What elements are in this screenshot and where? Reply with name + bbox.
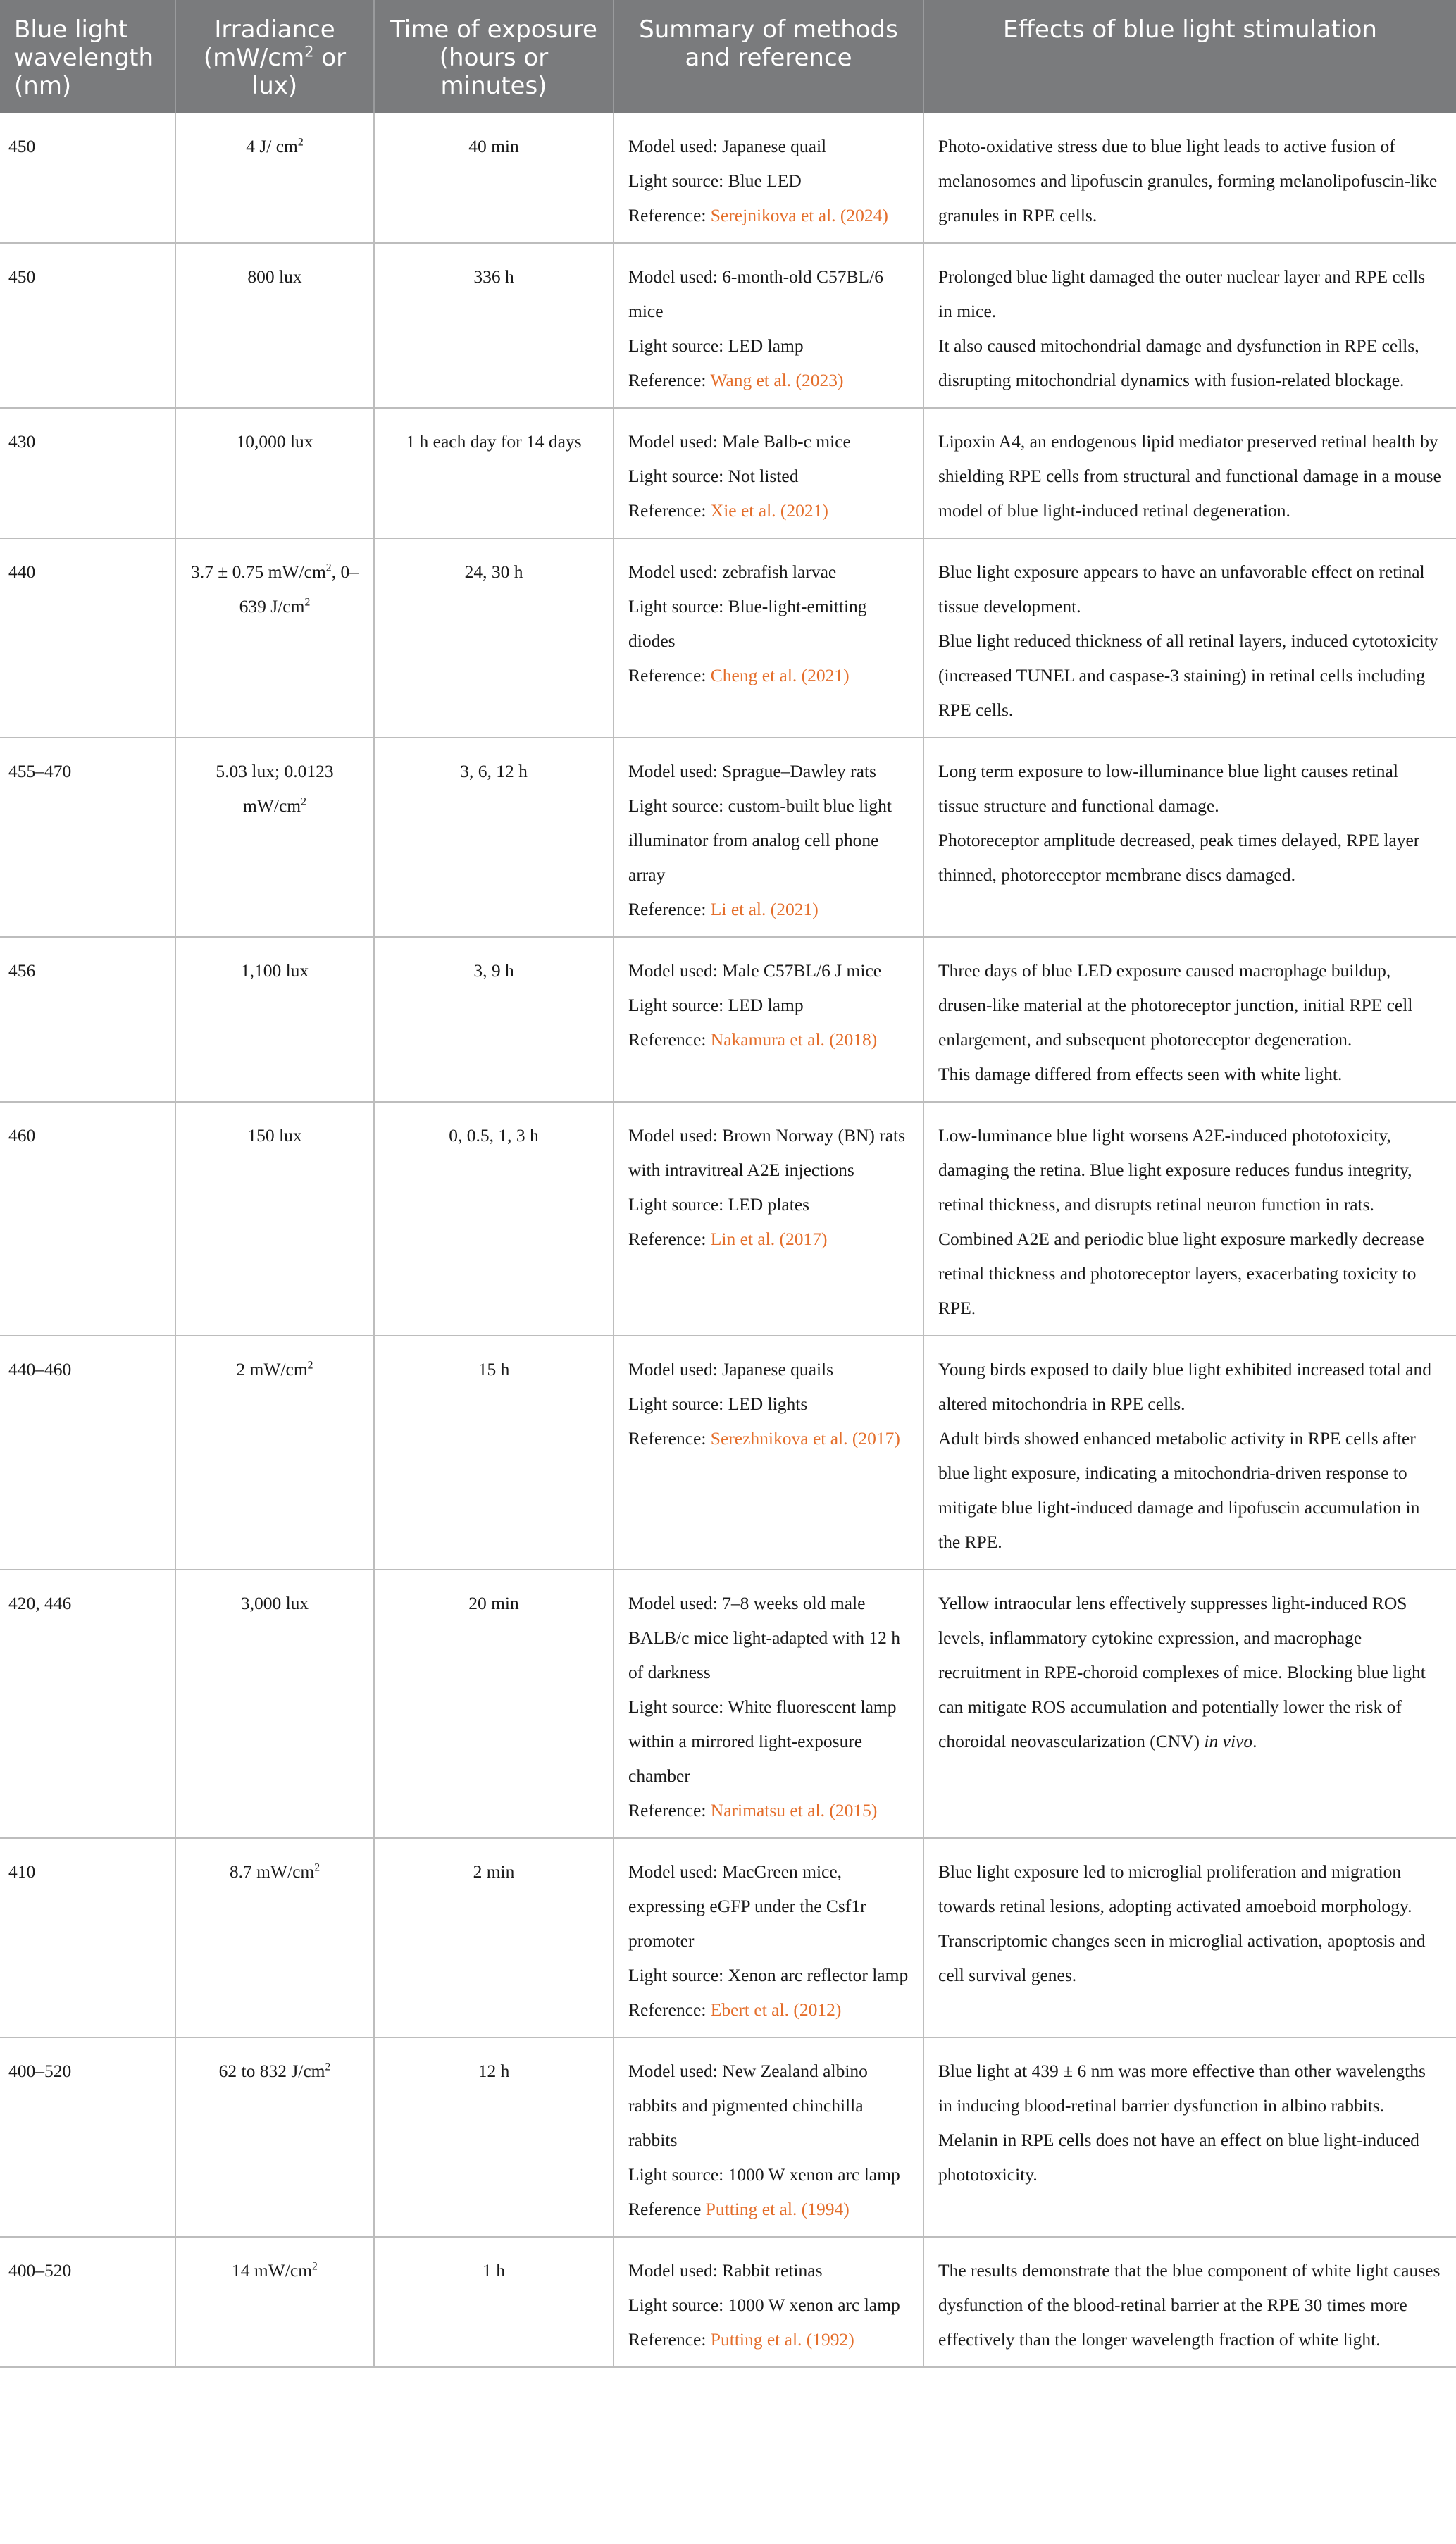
time-cell: 1 h — [374, 2237, 614, 2367]
time-cell: 336 h — [374, 243, 614, 408]
header-row — [0, 0, 1456, 113]
model-used: Model used: Japanese quails — [628, 1359, 834, 1379]
effect-paragraph: Yellow intraocular lens effectively suppresses light-induced ROS levels, inflammatory cytokine expression, and macrophage recruitment in RPE-choroid complexes of mice. Blocking blue light can mitigate ROS accumulation and potentially lower the risk of choroidal neovascularization (CNV) in vivo. — [938, 1593, 1426, 1751]
reference-prefix: Reference: — [628, 1428, 711, 1448]
reference-link[interactable]: Serejnikova et al. (2024) — [710, 205, 888, 225]
model-used: Model used: Sprague–Dawley rats — [628, 761, 876, 781]
summary-cell — [614, 243, 923, 408]
model-used: Model used: Rabbit retinas — [628, 2260, 823, 2281]
effects-cell — [923, 738, 1456, 937]
summary-cell — [614, 1102, 923, 1336]
irradiance-cell: 2 $mW/cm^2$ — [175, 1336, 374, 1570]
time-cell: 1 h each day for 14 days — [374, 408, 614, 538]
model-used: Model used: zebrafish larvae — [628, 561, 837, 582]
reference-line — [628, 1022, 909, 1057]
header-summary: Summary of methods and reference — [614, 0, 923, 113]
table-row — [0, 2037, 1456, 2237]
effects-cell — [923, 113, 1456, 243]
reference-prefix: Reference — [628, 2199, 706, 2219]
table-row — [0, 408, 1456, 538]
summary-cell — [614, 1336, 923, 1570]
reference-line — [628, 363, 909, 397]
reference-prefix: Reference: — [628, 370, 711, 390]
wavelength-cell: 456 — [0, 937, 175, 1102]
light-source: Light source: LED lamp — [628, 335, 804, 356]
wavelength-cell: 440 — [0, 538, 175, 738]
reference-line — [628, 1421, 909, 1456]
model-used: Model used: Male C57BL/6 J mice — [628, 960, 882, 981]
irradiance-cell: 8.7 $mW/cm^2$ — [175, 1838, 374, 2037]
time-cell: 12 h — [374, 2037, 614, 2237]
model-used: Model used: 7–8 weeks old male BALB/c mice light-adapted with 12 h of darkness — [628, 1593, 900, 1682]
time-cell: 15 h — [374, 1336, 614, 1570]
table-row — [0, 538, 1456, 738]
light-source: Light source: 1000 W xenon arc lamp — [628, 2295, 900, 2315]
irradiance-cell: 3.7 ± 0.75 $mW/cm^2$, 0–639 $J/cm^2$ — [175, 538, 374, 738]
wavelength-cell: 430 — [0, 408, 175, 538]
wavelength-cell: 400–520 — [0, 2037, 175, 2237]
effects-cell — [923, 1102, 1456, 1336]
irradiance-cell: 10,000 lux — [175, 408, 374, 538]
irradiance-cell: 4 J/ $cm^2$ — [175, 113, 374, 243]
effect-paragraph: The results demonstrate that the blue component of white light causes dysfunction of the blood-retinal barrier at the RPE 30 times more effectively than the longer wavelength fraction of white light. — [938, 2260, 1441, 2350]
effects-cell — [923, 538, 1456, 738]
reference-prefix: Reference: — [628, 1029, 711, 1050]
reference-line — [628, 1992, 909, 2027]
reference-link[interactable]: Narimatsu et al. (2015) — [710, 1800, 878, 1820]
header-irradiance: Irradiance ($mW/cm^2$ or lux) — [175, 0, 374, 113]
header-wavelength: Blue light wavelength (nm) — [0, 0, 175, 113]
wavelength-cell: 450 — [0, 243, 175, 408]
effect-paragraph: Melanin in RPE cells does not have an effect on blue light-induced phototoxicity. — [938, 2130, 1419, 2185]
light-source: Light source: LED plates — [628, 1194, 810, 1215]
reference-link[interactable]: Serezhnikova et al. (2017) — [710, 1428, 900, 1448]
table-body — [0, 113, 1456, 2367]
effects-cell — [923, 937, 1456, 1102]
light-source: Light source: LED lamp — [628, 995, 804, 1015]
irradiance-cell: 62 to 832 $J/cm^2$ — [175, 2037, 374, 2237]
reference-prefix: Reference: — [628, 1999, 711, 2020]
table-row — [0, 1838, 1456, 2037]
light-source: Light source: Blue-light-emitting diodes — [628, 596, 867, 651]
effects-cell — [923, 243, 1456, 408]
reference-prefix: Reference: — [628, 665, 711, 685]
effect-paragraph: Photoreceptor amplitude decreased, peak times delayed, RPE layer thinned, photoreceptor membrane discs damaged. — [938, 830, 1420, 885]
effects-cell — [923, 2237, 1456, 2367]
summary-cell — [614, 1838, 923, 2037]
irradiance-cell: 800 lux — [175, 243, 374, 408]
light-source: Light source: Not listed — [628, 466, 799, 486]
wavelength-cell: 440–460 — [0, 1336, 175, 1570]
reference-prefix: Reference: — [628, 899, 711, 919]
wavelength-cell: 455–470 — [0, 738, 175, 937]
irradiance-cell: 1,100 lux — [175, 937, 374, 1102]
irradiance-cell: 150 lux — [175, 1102, 374, 1336]
model-used: Model used: 6-month-old C57BL/6 mice — [628, 266, 883, 321]
summary-cell — [614, 113, 923, 243]
light-source: Light source: 1000 W xenon arc lamp — [628, 2164, 900, 2185]
summary-cell — [614, 738, 923, 937]
reference-line — [628, 2192, 909, 2226]
reference-line — [628, 1222, 909, 1256]
summary-cell — [614, 2237, 923, 2367]
effects-cell — [923, 1838, 1456, 2037]
reference-line — [628, 2322, 909, 2357]
time-cell: 0, 0.5, 1, 3 h — [374, 1102, 614, 1336]
header-time: Time of exposure (hours or minutes) — [374, 0, 614, 113]
summary-cell — [614, 408, 923, 538]
effect-paragraph: Prolonged blue light damaged the outer nuclear layer and RPE cells in mice. — [938, 266, 1426, 321]
effect-paragraph: This damage differed from effects seen with white light. — [938, 1064, 1343, 1084]
model-used: Model used: Japanese quail — [628, 136, 827, 156]
table-row — [0, 1336, 1456, 1570]
reference-link[interactable]: Xie et al. (2021) — [710, 500, 828, 521]
light-source: Light source: Xenon arc reflector lamp — [628, 1965, 909, 1985]
wavelength-cell: 410 — [0, 1838, 175, 2037]
wavelength-cell: 450 — [0, 113, 175, 243]
effect-paragraph: Blue light reduced thickness of all retinal layers, induced cytotoxicity (increased TUNEL and caspase-3 staining) in retinal cells including RPE cells. — [938, 631, 1438, 720]
time-cell: 20 min — [374, 1570, 614, 1838]
effect-paragraph: Photo-oxidative stress due to blue light leads to active fusion of melanosomes and lipofuscin granules, forming melanolipofuscin-like granules in RPE cells. — [938, 136, 1438, 225]
reference-link[interactable]: Wang et al. (2023) — [710, 370, 844, 390]
effect-paragraph: Adult birds showed enhanced metabolic activity in RPE cells after blue light exposure, indicating a mitochondria-driven response to mitigate blue light-induced damage and lipofuscin accumulation in the RPE. — [938, 1428, 1420, 1552]
time-cell: 40 min — [374, 113, 614, 243]
reference-prefix: Reference: — [628, 500, 711, 521]
time-cell: 24, 30 h — [374, 538, 614, 738]
reference-link[interactable]: Cheng et al. (2021) — [710, 665, 850, 685]
reference-link[interactable]: Lin et al. (2017) — [710, 1229, 828, 1249]
table-header — [0, 0, 1456, 113]
wavelength-cell: 460 — [0, 1102, 175, 1336]
effects-cell — [923, 408, 1456, 538]
reference-prefix: Reference: — [628, 1800, 711, 1820]
effects-cell — [923, 2037, 1456, 2237]
light-source: Light source: LED lights — [628, 1394, 808, 1414]
reference-line — [628, 1793, 909, 1828]
light-source: Light source: Blue LED — [628, 170, 802, 191]
table-row — [0, 1570, 1456, 1838]
irradiance-cell: 14 $mW/cm^2$ — [175, 2237, 374, 2367]
light-source: Light source: White fluorescent lamp within a mirrored light-exposure chamber — [628, 1696, 897, 1786]
irradiance-cell: 3,000 lux — [175, 1570, 374, 1838]
effect-paragraph: Three days of blue LED exposure caused macrophage buildup, drusen-like material at the photoreceptor junction, initial RPE cell enlargement, and subsequent photoreceptor degeneration. — [938, 960, 1413, 1050]
time-cell: 3, 6, 12 h — [374, 738, 614, 937]
model-used: Model used: Male Balb-c mice — [628, 431, 851, 452]
table-row — [0, 243, 1456, 408]
reference-line — [628, 493, 909, 528]
reference-prefix: Reference: — [628, 1229, 711, 1249]
table-row — [0, 2237, 1456, 2367]
reference-link[interactable]: Putting et al. (1992) — [710, 2329, 854, 2350]
reference-link[interactable]: Ebert et al. (2012) — [710, 1999, 842, 2020]
effect-paragraph: Blue light at 439 ± 6 nm was more effective than other wavelengths in inducing blood-retinal barrier dysfunction in albino rabbits. — [938, 2061, 1426, 2116]
reference-line — [628, 658, 909, 693]
header-effects: Effects of blue light stimulation — [923, 0, 1456, 113]
effect-paragraph: Low-luminance blue light worsens A2E-induced phototoxicity, damaging the retina. Blue light exposure reduces fundus integrity, retinal thickness, and disrupts retinal neuron function in rats. — [938, 1125, 1412, 1215]
summary-cell — [614, 1570, 923, 1838]
reference-line — [628, 198, 909, 232]
table-row — [0, 113, 1456, 243]
effect-paragraph: Lipoxin A4, an endogenous lipid mediator preserved retinal health by shielding RPE cells from structural and functional damage in a mouse model of blue light-induced retinal degeneration. — [938, 431, 1441, 521]
effect-paragraph: It also caused mitochondrial damage and dysfunction in RPE cells, disrupting mitochondrial dynamics with fusion-related blockage. — [938, 335, 1419, 390]
effects-cell — [923, 1570, 1456, 1838]
wavelength-cell: 400–520 — [0, 2237, 175, 2367]
effect-paragraph: Combined A2E and periodic blue light exposure markedly decrease retinal thickness and photoreceptor layers, exacerbating toxicity to RPE. — [938, 1229, 1424, 1318]
effect-paragraph: Long term exposure to low-illuminance blue light causes retinal tissue structure and functional damage. — [938, 761, 1398, 816]
reference-prefix: Reference: — [628, 205, 711, 225]
summary-cell — [614, 2037, 923, 2237]
effects-cell — [923, 1336, 1456, 1570]
reference-link[interactable]: Nakamura et al. (2018) — [710, 1029, 878, 1050]
effect-paragraph: Blue light exposure led to microglial proliferation and migration towards retinal lesions, adopting activated amoeboid morphology. — [938, 1861, 1412, 1916]
effect-paragraph: Blue light exposure appears to have an unfavorable effect on retinal tissue development. — [938, 561, 1425, 616]
model-used: Model used: Brown Norway (BN) rats with intravitreal A2E injections — [628, 1125, 906, 1180]
irradiance-cell: 5.03 lux; 0.0123 $mW/cm^2$ — [175, 738, 374, 937]
effect-paragraph: Transcriptomic changes seen in microglial activation, apoptosis and cell survival genes. — [938, 1930, 1426, 1985]
summary-cell — [614, 937, 923, 1102]
model-used: Model used: MacGreen mice, expressing eGFP under the Csf1r promoter — [628, 1861, 866, 1951]
light-source: Light source: custom-built blue light illuminator from analog cell phone array — [628, 795, 892, 885]
reference-line — [628, 892, 909, 926]
reference-prefix: Reference: — [628, 2329, 711, 2350]
table-row — [0, 937, 1456, 1102]
table-row — [0, 1102, 1456, 1336]
table-row — [0, 738, 1456, 937]
summary-cell — [614, 538, 923, 738]
effect-paragraph: Young birds exposed to daily blue light exhibited increased total and altered mitochondria in RPE cells. — [938, 1359, 1431, 1414]
reference-link[interactable]: Li et al. (2021) — [710, 899, 819, 919]
reference-link[interactable]: Putting et al. (1994) — [705, 2199, 850, 2219]
time-cell: 2 min — [374, 1838, 614, 2037]
wavelength-cell: 420, 446 — [0, 1570, 175, 1838]
time-cell: 3, 9 h — [374, 937, 614, 1102]
model-used: Model used: New Zealand albino rabbits and pigmented chinchilla rabbits — [628, 2061, 868, 2150]
